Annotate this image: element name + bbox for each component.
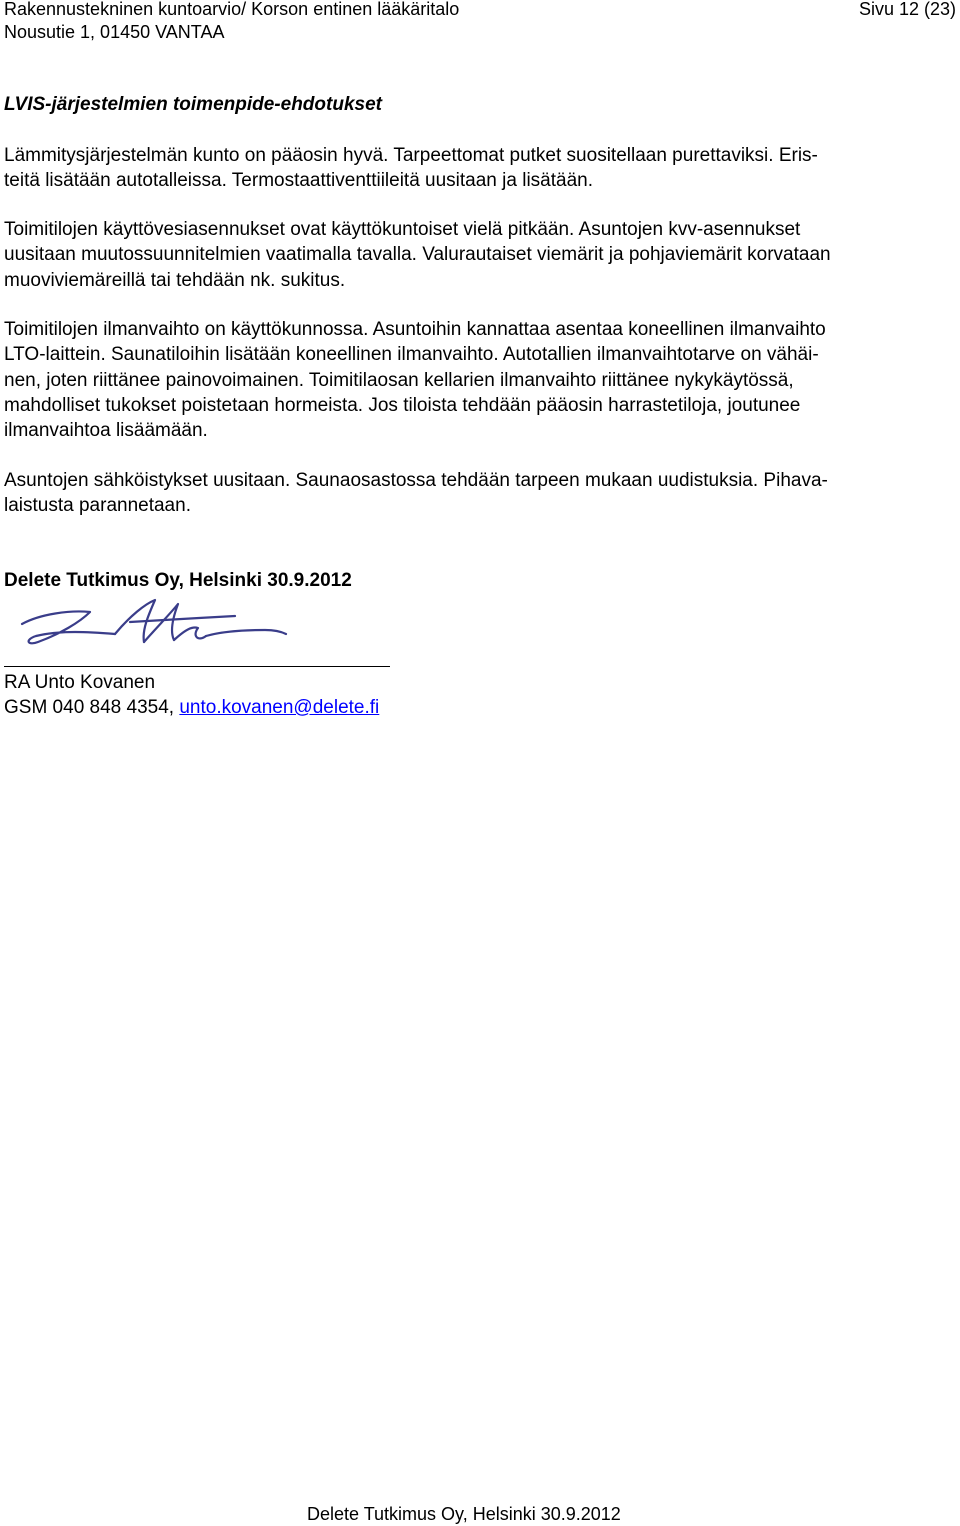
paragraph-ventilation (4, 317, 956, 443)
phone-text: GSM 040 848 4354, (4, 697, 180, 718)
paragraph-electrical (4, 468, 956, 519)
signature-line (4, 666, 390, 667)
text-line: Lämmitysjärjestelmän kunto on pääosin hyvä. Tarpeettomat putket suositellaan purettaviksi. Eris- (4, 145, 818, 166)
text-line: uusitaan muutossuunnitelmien vaatimalla tavalla. Valurautaiset viemärit ja pohjaviemärit korvataan (4, 244, 831, 266)
text-line: nen, joten riittänee painovoimainen. Toimitilaosan kellarien ilmanvaihto riittänee nykykäytössä, (4, 369, 794, 391)
text-line: muoviviemäreillä tai tehdään nk. sukitus. (4, 269, 346, 291)
paragraph-heating (4, 143, 956, 194)
email-link[interactable]: unto.kovanen@delete.fi (179, 697, 380, 718)
text-line: laistusta parannetaan. (4, 495, 191, 517)
header-address: Nousutie 1, 01450 VANTAA (4, 22, 225, 42)
signature-image (20, 596, 300, 672)
text-line: Toimitilojen käyttövesiasennukset ovat käyttökuntoiset vielä pitkään. Asuntojen kvv-asennukset (4, 219, 801, 240)
footer-text: Delete Tutkimus Oy, Helsinki 30.9.2012 (307, 1504, 621, 1524)
text-line: Toimitilojen ilmanvaihto on käyttökunnossa. Asuntoihin kannattaa asentaa koneellinen ilmanvaihto (4, 319, 826, 340)
signer-contact (4, 696, 379, 720)
signer-name: RA Unto Kovanen (4, 672, 156, 693)
company-date: Delete Tutkimus Oy, Helsinki 30.9.2012 (4, 570, 352, 591)
page-number: Sivu 12 (23) (858, 0, 956, 19)
text-line: teitä lisätään autotalleissa. Termostaattiventtiileitä uusitaan ja lisätään. (4, 170, 593, 192)
text-line: Asuntojen sähköistykset uusitaan. Saunaosastossa tehdään tarpeen mukaan uudistuksia. Pihava- (4, 470, 828, 491)
text-line: ilmanvaihtoa lisäämään. (4, 420, 208, 442)
paragraph-plumbing (4, 217, 956, 293)
header-title: Rakennustekninen kuntoarvio/ Korson entinen lääkäritalo (4, 0, 460, 19)
text-line: LTO-laittein. Saunatiloihin lisätään koneellinen ilmanvaihto. Autotallien ilmanvaihtotarve on vähäi- (4, 344, 819, 366)
section-title: LVIS-järjestelmien toimenpide-ehdotukset (4, 94, 382, 115)
text-line: mahdolliset tukokset poistetaan hormeista. Jos tiloista tehdään pääosin harrastetiloja, joutunee (4, 394, 801, 416)
